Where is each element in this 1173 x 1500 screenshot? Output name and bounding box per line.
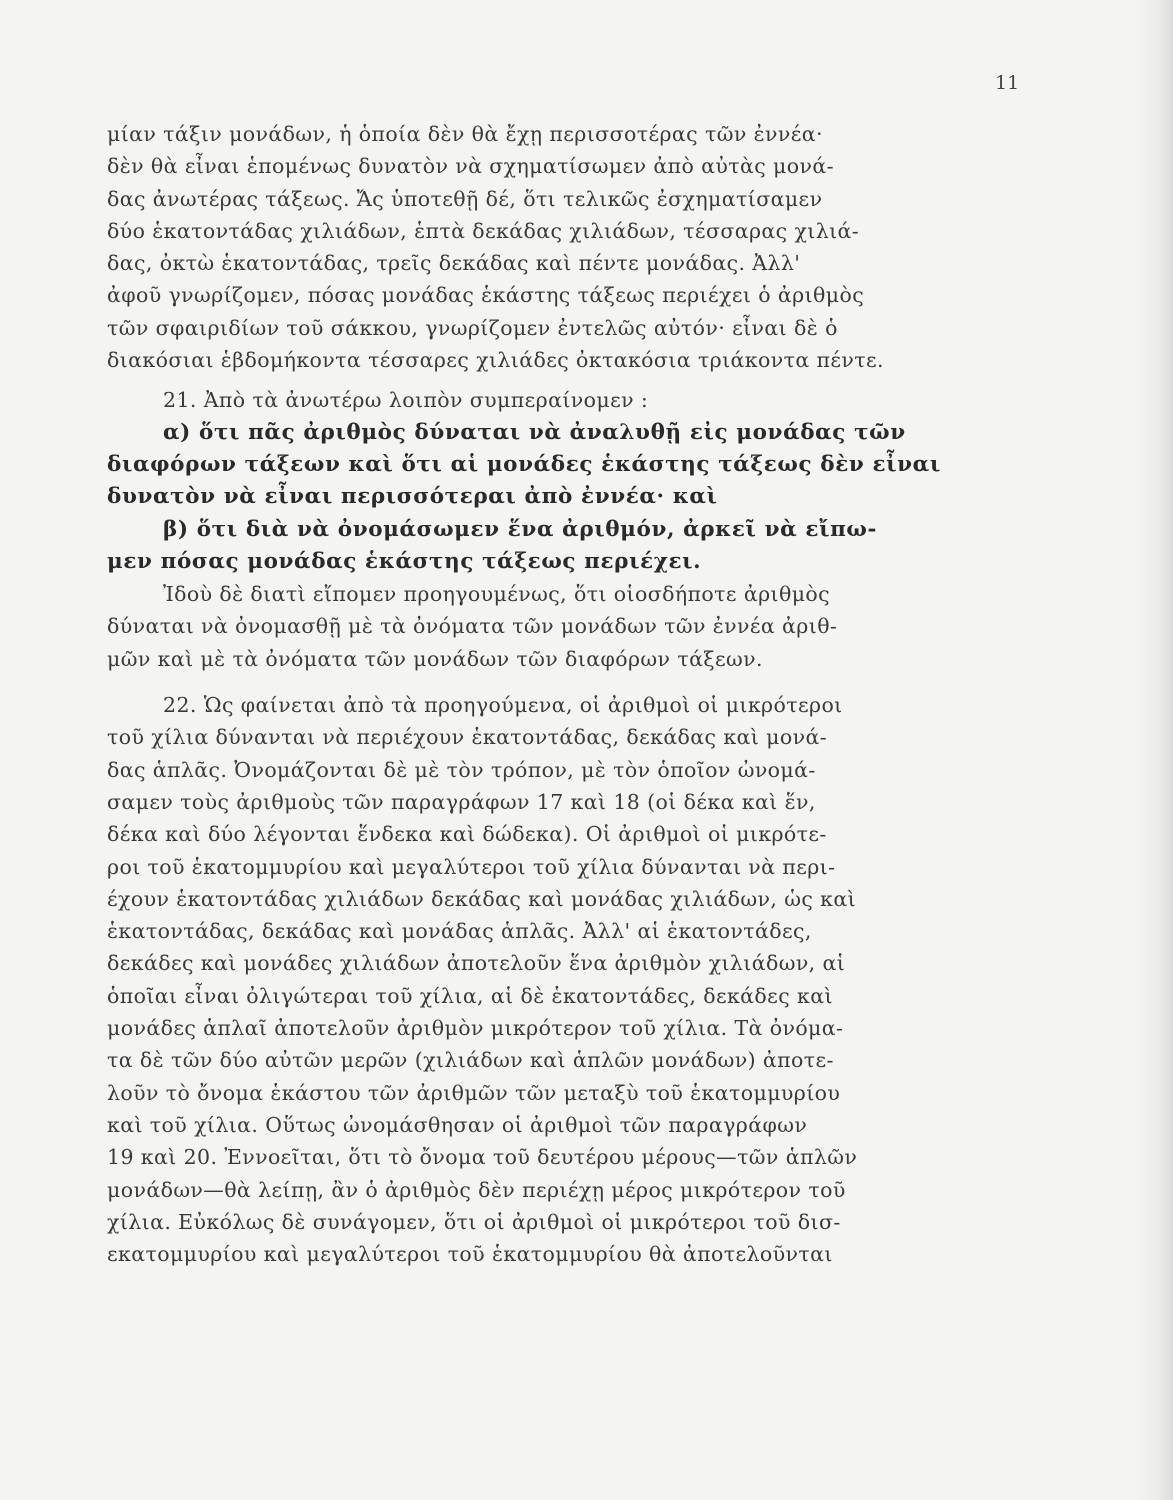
text-line: σαμεν τοὺς ἀριθμοὺς τῶν παραγράφων 17 καὶ 18 (οἱ δέκα καὶ ἕν, <box>107 789 816 814</box>
text-line: μῶν καὶ μὲ τὰ ὀνόματα τῶν μονάδων τῶν διαφόρων τάξεων. <box>107 646 763 671</box>
text-line: ἀφοῦ γνωρίζομεν, πόσας μονάδας ἑκάστης τάξεως περιέχει ὁ ἀριθμὸς <box>107 283 865 308</box>
text-line: δας ἁπλᾶς. Ὀνομάζονται δὲ μὲ τὸν τρόπον, μὲ τὸν ὁποῖον ὠνομά- <box>107 757 816 782</box>
text-line: διακόσιαι ἑβδομήκοντα τέσσαρες χιλιάδες ὀκτακόσια τριάκοντα πέντε. <box>107 348 884 373</box>
text-line: λοῦν τὸ ὄνομα ἑκάστου τῶν ἀριθμῶν τῶν μεταξὺ τοῦ ἑκατομμυρίου <box>107 1080 841 1105</box>
text-line: μίαν τάξιν μονάδων, ἡ ὁποία δὲν θὰ ἔχῃ περισσοτέρας τῶν ἐννέα· <box>107 122 823 146</box>
conclusion-b: β) ὅτι διὰ νὰ ὀνομάσωμεν ἕνα ἀριθμόν, ἀρκεῖ νὰ εἴπω- <box>163 516 878 542</box>
conclusion-a: α) ὅτι πᾶς ἀριθμὸς δύναται νὰ ἀναλυθῇ εἰς μονάδας τῶν <box>163 419 906 445</box>
text-line: δύο ἑκατοντάδας χιλιάδων, ἑπτὰ δεκάδας χιλιάδων, τέσσαρας χιλιά- <box>107 218 860 243</box>
text-line: δύναται νὰ ὀνομασθῇ μὲ τὰ ὀνόματα τῶν μονάδων τῶν ἐννέα ἀριθ- <box>107 614 838 639</box>
text-line: δὲν θὰ εἶναι ἑπομένως δυνατὸν νὰ σχηματίσωμεν ἀπὸ αὐτὰς μονά- <box>107 154 834 179</box>
text-line: δεκάδες καὶ μονάδες χιλιάδων ἀποτελοῦν ἕνα ἀριθμὸν χιλιάδων, αἱ <box>107 951 846 976</box>
text-line: χίλια. Εὐκόλως δὲ συνάγομεν, ὅτι οἱ ἀριθμοὶ οἱ μικρότεροι τοῦ δισ- <box>107 1209 841 1234</box>
text-line: έχουν ἑκατοντάδας χιλιάδων δεκάδας καὶ μονάδας χιλιάδων, ὡς καὶ <box>107 886 857 911</box>
text-line: τα δὲ τῶν δύο αὐτῶν μερῶν (χιλιάδων καὶ ἁπλῶν μονάδων) ἀποτε- <box>107 1048 834 1073</box>
text-line: Ἰδοὺ δὲ διατὶ εἴπομεν προηγουμένως, ὅτι οἱοσδήποτε ἀριθμὸς <box>163 582 831 607</box>
text-line: μονάδες ἁπλαῖ ἀποτελοῦν ἀριθμὸν μικρότερον τοῦ χίλια. Τὰ ὀνόμα- <box>107 1016 844 1041</box>
text-line: δέκα καὶ δύο λέγονται ἕνδεκα καὶ δώδεκα). Οἱ ἀριθμοὶ οἱ μικρότε- <box>107 822 827 847</box>
text-line: μονάδων—θὰ λείπῃ, ἂν ὁ ἀριθμὸς δὲν περιέχῃ μέρος μικρότερον τοῦ <box>107 1177 846 1202</box>
conclusion-a: δυνατὸν νὰ εἶναι περισσότεραι ἀπὸ ἐννέα· καὶ <box>107 484 718 510</box>
text-line: δας, ὀκτὼ ἑκατοντάδας, τρεῖς δεκάδας καὶ πέντε μονάδας. Ἀλλ' <box>107 251 801 276</box>
text-line: τῶν σφαιριδίων τοῦ σάκκου, γνωρίζομεν ἐντελῶς αὐτόν· εἶναι δὲ ὁ <box>107 315 838 340</box>
page-edge-shadow <box>1135 0 1173 1500</box>
conclusion-a: διαφόρων τάξεων καὶ ὅτι αἱ μονάδες ἑκάστης τάξεως δὲν εἶναι <box>107 451 941 477</box>
text-line: ὁποῖαι εἶναι ὀλιγώτεραι τοῦ χίλια, αἱ δὲ ἑκατοντάδες, δεκάδες καὶ <box>107 983 833 1008</box>
text-line: εκατομμυρίου καὶ μεγαλύτεροι τοῦ ἑκατομμυρίου θὰ ἀποτελοῦνται <box>107 1242 833 1267</box>
section-21-heading: 21. Ἀπὸ τὰ ἀνωτέρω λοιπὸν συμπεραίνομεν : <box>163 388 649 413</box>
body-text <box>107 118 1020 1270</box>
text-line: καὶ τοῦ χίλια. Οὕτως ὠνομάσθησαν οἱ ἀριθμοὶ τῶν παραγράφων <box>107 1112 808 1137</box>
text-line: τοῦ χίλια δύνανται νὰ περιέχουν ἑκατοντάδας, δεκάδας καὶ μονά- <box>107 725 828 750</box>
page-number: 11 <box>995 72 1020 94</box>
text-line: 19 καὶ 20. Ἐννοεῖται, ὅτι τὸ ὄνομα τοῦ δευτέρου μέρους—τῶν ἁπλῶν <box>107 1145 858 1170</box>
text-line: δας ἀνωτέρας τάξεως. Ἄς ὑποτεθῇ δέ, ὅτι τελικῶς ἐσχηματίσαμεν <box>107 186 823 211</box>
section-22-heading: 22. Ὡς φαίνεται ἀπὸ τὰ προηγούμενα, οἱ ἀριθμοὶ οἱ μικρότεροι <box>163 693 843 718</box>
conclusion-b: μεν πόσας μονάδας ἑκάστης τάξεως περιέχει. <box>107 548 702 574</box>
text-line: ροι τοῦ ἑκατομμυρίου καὶ μεγαλύτεροι τοῦ χίλια δύνανται νὰ περι- <box>107 854 836 879</box>
text-line: ἑκατοντάδας, δεκάδας καὶ μονάδας ἁπλᾶς. Ἀλλ' αἱ ἑκατοντάδες, <box>107 919 812 944</box>
